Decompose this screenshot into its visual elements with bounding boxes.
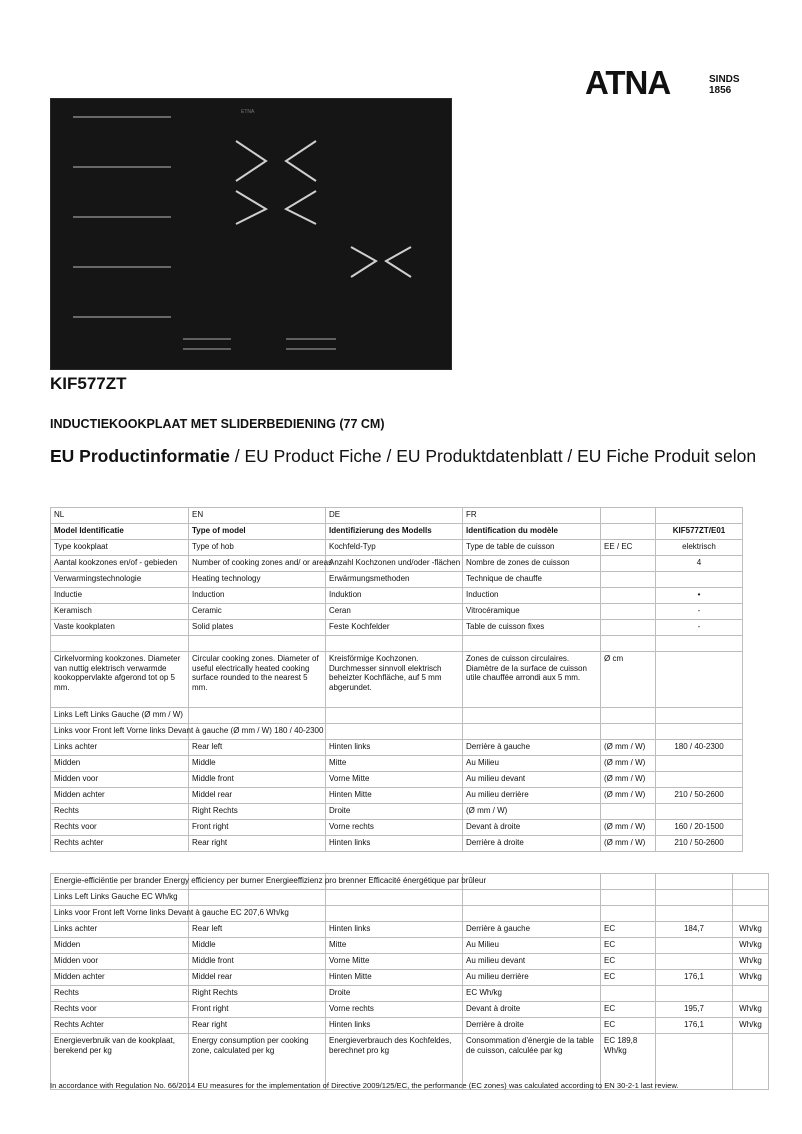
- table-cell: Derrière à gauche: [463, 740, 601, 756]
- hob-illustration: [51, 99, 451, 369]
- table-cell: [601, 906, 656, 922]
- table-cell: [656, 572, 743, 588]
- table-cell: Ceramic: [189, 604, 326, 620]
- table-cell: [656, 874, 733, 890]
- table-cell: (Ø mm / W): [463, 804, 601, 820]
- table-cell: (Ø mm / W): [601, 772, 656, 788]
- product-photo: [50, 98, 452, 370]
- table-cell: EC: [601, 970, 656, 986]
- table-cell: [656, 890, 733, 906]
- table-cell: [326, 906, 463, 922]
- table-cell: EC: [601, 954, 656, 970]
- table-cell: [601, 572, 656, 588]
- table-cell: Rear left: [189, 740, 326, 756]
- table-row: [51, 1018, 769, 1034]
- table-cell: Middle: [189, 938, 326, 954]
- table-cell: Hinten links: [326, 922, 463, 938]
- table-cell: Wh/kg: [733, 1002, 769, 1018]
- table-cell: [326, 724, 463, 740]
- table-cell: 176,1: [656, 970, 733, 986]
- table-cell: [601, 524, 656, 540]
- table-cell: [733, 906, 769, 922]
- table-cell: [463, 890, 601, 906]
- table-cell: Verwarmingstechnologie: [51, 572, 189, 588]
- table-row: [51, 620, 743, 636]
- table-cell: Rechts: [51, 986, 189, 1002]
- table-row: [51, 636, 743, 652]
- table-header-cell: NL: [51, 508, 189, 524]
- table-row: [51, 772, 743, 788]
- table-header-cell: EN: [189, 508, 326, 524]
- table-cell: Energieverbrauch des Kochfeldes, berechnet pro kg: [326, 1034, 463, 1090]
- table-cell: 210 / 50-2600: [656, 836, 743, 852]
- table-cell: EC: [601, 938, 656, 954]
- table-cell: 195,7: [656, 1002, 733, 1018]
- table-row: [51, 572, 743, 588]
- table-cell: 180 / 40-2300: [656, 740, 743, 756]
- table-cell: Hinten Mitte: [326, 788, 463, 804]
- table-cell: Vorne Mitte: [326, 772, 463, 788]
- table-row: [51, 954, 769, 970]
- table-cell: Droite: [326, 804, 463, 820]
- table-cell: EE / EC: [601, 540, 656, 556]
- table-cell: Droite: [326, 986, 463, 1002]
- table-cell: Rechts: [51, 804, 189, 820]
- table-cell: [601, 636, 656, 652]
- table-row: [51, 922, 769, 938]
- table-cell: [733, 1034, 769, 1090]
- table-cell: Middel rear: [189, 970, 326, 986]
- table-cell: -: [656, 620, 743, 636]
- table-cell: Midden: [51, 938, 189, 954]
- table-row: [51, 938, 769, 954]
- table-cell: [601, 986, 656, 1002]
- table-cell: Identification du modèle: [463, 524, 601, 540]
- table-cell: Middle front: [189, 772, 326, 788]
- table-cell: •: [656, 588, 743, 604]
- table-cell: [733, 890, 769, 906]
- table-cell: [601, 620, 656, 636]
- table-cell: Wh/kg: [733, 954, 769, 970]
- table-cell: Middel rear: [189, 788, 326, 804]
- table-cell: Links Left Links Gauche EC Wh/kg: [51, 890, 189, 906]
- table-cell: Energy consumption per cooking zone, calculated per kg: [189, 1034, 326, 1090]
- table-header-cell: DE: [326, 508, 463, 524]
- table-cell: Wh/kg: [733, 970, 769, 986]
- table-cell: Vorne rechts: [326, 1002, 463, 1018]
- table-cell: Wh/kg: [733, 1018, 769, 1034]
- table-cell: Aantal kookzones en/of - gebieden: [51, 556, 189, 572]
- table-cell: [326, 890, 463, 906]
- table-cell: [463, 708, 601, 724]
- table-cell: Wh/kg: [733, 922, 769, 938]
- table-header-cell: [656, 508, 743, 524]
- table-cell: [656, 986, 733, 1002]
- table-cell: Heating technology: [189, 572, 326, 588]
- table-cell: Induction: [463, 588, 601, 604]
- table-cell: Rechts Achter: [51, 1018, 189, 1034]
- table-cell: Links achter: [51, 922, 189, 938]
- table-row: [51, 524, 743, 540]
- table-cell: Au milieu devant: [463, 772, 601, 788]
- table-cell: Number of cooking zones and/ or areas: [189, 556, 326, 572]
- table-cell: [326, 708, 463, 724]
- table-cell: Au milieu derrière: [463, 788, 601, 804]
- table-cell: Front right: [189, 820, 326, 836]
- table-cell: Cirkelvorming kookzones. Diameter van nuttig elektrisch verwarmde kookoppervlakte afgerond tot op 5 mm.: [51, 652, 189, 708]
- headline-bold: EU Productinformatie: [50, 446, 230, 466]
- table-cell: Anzahl Kochzonen und/oder -flächen: [326, 556, 463, 572]
- table-row: [51, 588, 743, 604]
- table-cell: [601, 804, 656, 820]
- table-row: [51, 788, 743, 804]
- table-cell: Ceran: [326, 604, 463, 620]
- table-cell: Feste Kochfelder: [326, 620, 463, 636]
- table-cell: Hinten links: [326, 1018, 463, 1034]
- table-cell: Hinten Mitte: [326, 970, 463, 986]
- table-cell: 160 / 20-1500: [656, 820, 743, 836]
- table-row: [51, 708, 743, 724]
- table-cell: KIF577ZT/E01: [656, 524, 743, 540]
- table-cell: Devant à droite: [463, 1002, 601, 1018]
- table-cell: Midden voor: [51, 772, 189, 788]
- table-cell: Rechts achter: [51, 836, 189, 852]
- table-cell: Devant à droite: [463, 820, 601, 836]
- table-cell: Type of model: [189, 524, 326, 540]
- table-cell: Links voor Front left Vorne links Devant à gauche EC 207,6 Wh/kg: [51, 906, 189, 922]
- table-cell: Kochfeld-Typ: [326, 540, 463, 556]
- table-cell: Midden voor: [51, 954, 189, 970]
- table-cell: Links Left Links Gauche (Ø mm / W): [51, 708, 189, 724]
- table-cell: EC Wh/kg: [463, 986, 601, 1002]
- table-header-cell: [601, 508, 656, 524]
- table-cell: (Ø mm / W): [601, 820, 656, 836]
- table-cell: [656, 906, 733, 922]
- table-cell: Vorne rechts: [326, 820, 463, 836]
- table-cell: -: [656, 604, 743, 620]
- table-cell: Type kookplaat: [51, 540, 189, 556]
- table-cell: Induction: [189, 588, 326, 604]
- table-row: [51, 756, 743, 772]
- table-cell: [463, 724, 601, 740]
- table-cell: [656, 954, 733, 970]
- table-row: [51, 724, 743, 740]
- table-cell: Derrière à droite: [463, 836, 601, 852]
- etna-logo: [585, 64, 745, 104]
- table-cell: Front right: [189, 1002, 326, 1018]
- table-cell: [189, 708, 326, 724]
- table-row: [51, 820, 743, 836]
- table-header-cell: FR: [463, 508, 601, 524]
- table-cell: [733, 986, 769, 1002]
- table-cell: Right Rechts: [189, 804, 326, 820]
- table-row: [51, 804, 743, 820]
- table-cell: Mitte: [326, 938, 463, 954]
- table-cell: [51, 636, 189, 652]
- table-cell: Vitrocéramique: [463, 604, 601, 620]
- table-cell: Rear right: [189, 1018, 326, 1034]
- table-cell: Au milieu derrière: [463, 970, 601, 986]
- table-cell: Ø cm: [601, 652, 656, 708]
- table-cell: Rechts voor: [51, 820, 189, 836]
- table-cell: (Ø mm / W): [601, 740, 656, 756]
- table-cell: Derrière à gauche: [463, 922, 601, 938]
- table-cell: [601, 724, 656, 740]
- table-row: [51, 652, 743, 708]
- table-cell: Au Milieu: [463, 756, 601, 772]
- table-cell: Middle front: [189, 954, 326, 970]
- table-cell: Middle: [189, 756, 326, 772]
- table-cell: Table de cuisson fixes: [463, 620, 601, 636]
- table-cell: [656, 708, 743, 724]
- table-cell: Midden achter: [51, 970, 189, 986]
- table-row: [51, 890, 769, 906]
- table-row: [51, 740, 743, 756]
- table-cell: [601, 890, 656, 906]
- table-cell: [656, 652, 743, 708]
- table-cell: Inductie: [51, 588, 189, 604]
- table-cell: Energie-efficiëntie per brander Energy efficiency per burner Energieeffizienz pro brenner Efficacité énergétique par brûleur: [51, 874, 189, 890]
- table-cell: Identifizierung des Modells: [326, 524, 463, 540]
- headline: [50, 446, 756, 467]
- table-cell: 176,1: [656, 1018, 733, 1034]
- table-cell: Links voor Front left Vorne links Devant à gauche (Ø mm / W) 180 / 40-2300: [51, 724, 189, 740]
- table-row: [51, 836, 743, 852]
- table-cell: Midden: [51, 756, 189, 772]
- table-cell: Solid plates: [189, 620, 326, 636]
- table-cell: EC: [601, 922, 656, 938]
- table-cell: Keramisch: [51, 604, 189, 620]
- table-cell: [656, 804, 743, 820]
- table-cell: [656, 636, 743, 652]
- table-row: [51, 970, 769, 986]
- table-cell: Right Rechts: [189, 986, 326, 1002]
- table-cell: (Ø mm / W): [601, 836, 656, 852]
- table-row: [51, 556, 743, 572]
- table-cell: [656, 772, 743, 788]
- table-cell: [189, 890, 326, 906]
- headline-rest: / EU Product Fiche / EU Produktdatenblatt / EU Fiche Produit selon: [229, 446, 757, 466]
- table-cell: Rear right: [189, 836, 326, 852]
- table-cell: [601, 874, 656, 890]
- table-cell: Au milieu devant: [463, 954, 601, 970]
- table-row: [51, 986, 769, 1002]
- table-cell: Hinten links: [326, 836, 463, 852]
- table-cell: [601, 708, 656, 724]
- table-cell: Midden achter: [51, 788, 189, 804]
- table-header-row: [51, 508, 743, 524]
- table-cell: (Ø mm / W): [601, 756, 656, 772]
- table-cell: Rechts voor: [51, 1002, 189, 1018]
- table-cell: Vorne Mitte: [326, 954, 463, 970]
- table-cell: Erwärmungsmethoden: [326, 572, 463, 588]
- table-cell: Technique de chauffe: [463, 572, 601, 588]
- table-cell: elektrisch: [656, 540, 743, 556]
- model-number: KIF577ZT: [50, 374, 127, 393]
- product-subtitle: INDUCTIEKOOKPLAAT MET SLIDERBEDIENING (77 CM): [50, 417, 385, 431]
- table-cell: Nombre de zones de cuisson: [463, 556, 601, 572]
- table-cell: [326, 636, 463, 652]
- table-cell: 4: [656, 556, 743, 572]
- table-cell: Circular cooking zones. Diameter of useful electrically heated cooking surface rounded to the nearest 5 mm.: [189, 652, 326, 708]
- table-cell: [463, 906, 601, 922]
- photo-brand-mark: ETNA: [241, 109, 255, 115]
- table-cell: Type de table de cuisson: [463, 540, 601, 556]
- table-cell: [601, 588, 656, 604]
- table-cell: Zones de cuisson circulaires. Diamètre de la surface de cuisson utile chauffée arrondi aux 5 mm.: [463, 652, 601, 708]
- product-info-table: [50, 507, 743, 852]
- table-cell: Model Identificatie: [51, 524, 189, 540]
- table-cell: [733, 874, 769, 890]
- table-cell: Induktion: [326, 588, 463, 604]
- table-cell: [463, 636, 601, 652]
- table-cell: Links achter: [51, 740, 189, 756]
- table-cell: [189, 636, 326, 652]
- table-cell: EC: [601, 1018, 656, 1034]
- table-cell: Vaste kookplaten: [51, 620, 189, 636]
- logo-sinds: SINDS 1856: [709, 74, 740, 96]
- table-cell: 210 / 50-2600: [656, 788, 743, 804]
- table-cell: Energieverbruik van de kookplaat, berekend per kg: [51, 1034, 189, 1090]
- table-cell: Rear left: [189, 922, 326, 938]
- table-cell: [656, 724, 743, 740]
- table-row: [51, 1002, 769, 1018]
- table-row: [51, 906, 769, 922]
- table-cell: [656, 756, 743, 772]
- table-cell: Hinten links: [326, 740, 463, 756]
- footnote: In accordance with Regulation No. 66/2014 EU measures for the implementation of Directive 2009/125/EC, the performance (EC zones) was calculated according to EN 30-2-1 last review.: [50, 1081, 679, 1090]
- table-cell: Wh/kg: [733, 938, 769, 954]
- table-cell: 184,7: [656, 922, 733, 938]
- table-cell: Derrière à droite: [463, 1018, 601, 1034]
- table-row: [51, 874, 769, 890]
- table-cell: [656, 938, 733, 954]
- table-cell: (Ø mm / W): [601, 788, 656, 804]
- energy-efficiency-table: [50, 873, 769, 1090]
- table-cell: Consommation d'énergie de la table de cuisson, calculée par kg: [463, 1034, 601, 1090]
- table-row: [51, 604, 743, 620]
- table-cell: Mitte: [326, 756, 463, 772]
- table-cell: [601, 556, 656, 572]
- table-cell: Type of hob: [189, 540, 326, 556]
- logo-wordmark: ATNA: [585, 64, 671, 101]
- table-cell: [601, 604, 656, 620]
- table-cell: EC: [601, 1002, 656, 1018]
- table-cell: Kreisförmige Kochzonen. Durchmesser sinnvoll elektrisch beheizter Kochfläche, auf 5 mm abgerundet.: [326, 652, 463, 708]
- table-cell: EC 189,8 Wh/kg: [601, 1034, 656, 1090]
- table-cell: Au Milieu: [463, 938, 601, 954]
- table-row: [51, 540, 743, 556]
